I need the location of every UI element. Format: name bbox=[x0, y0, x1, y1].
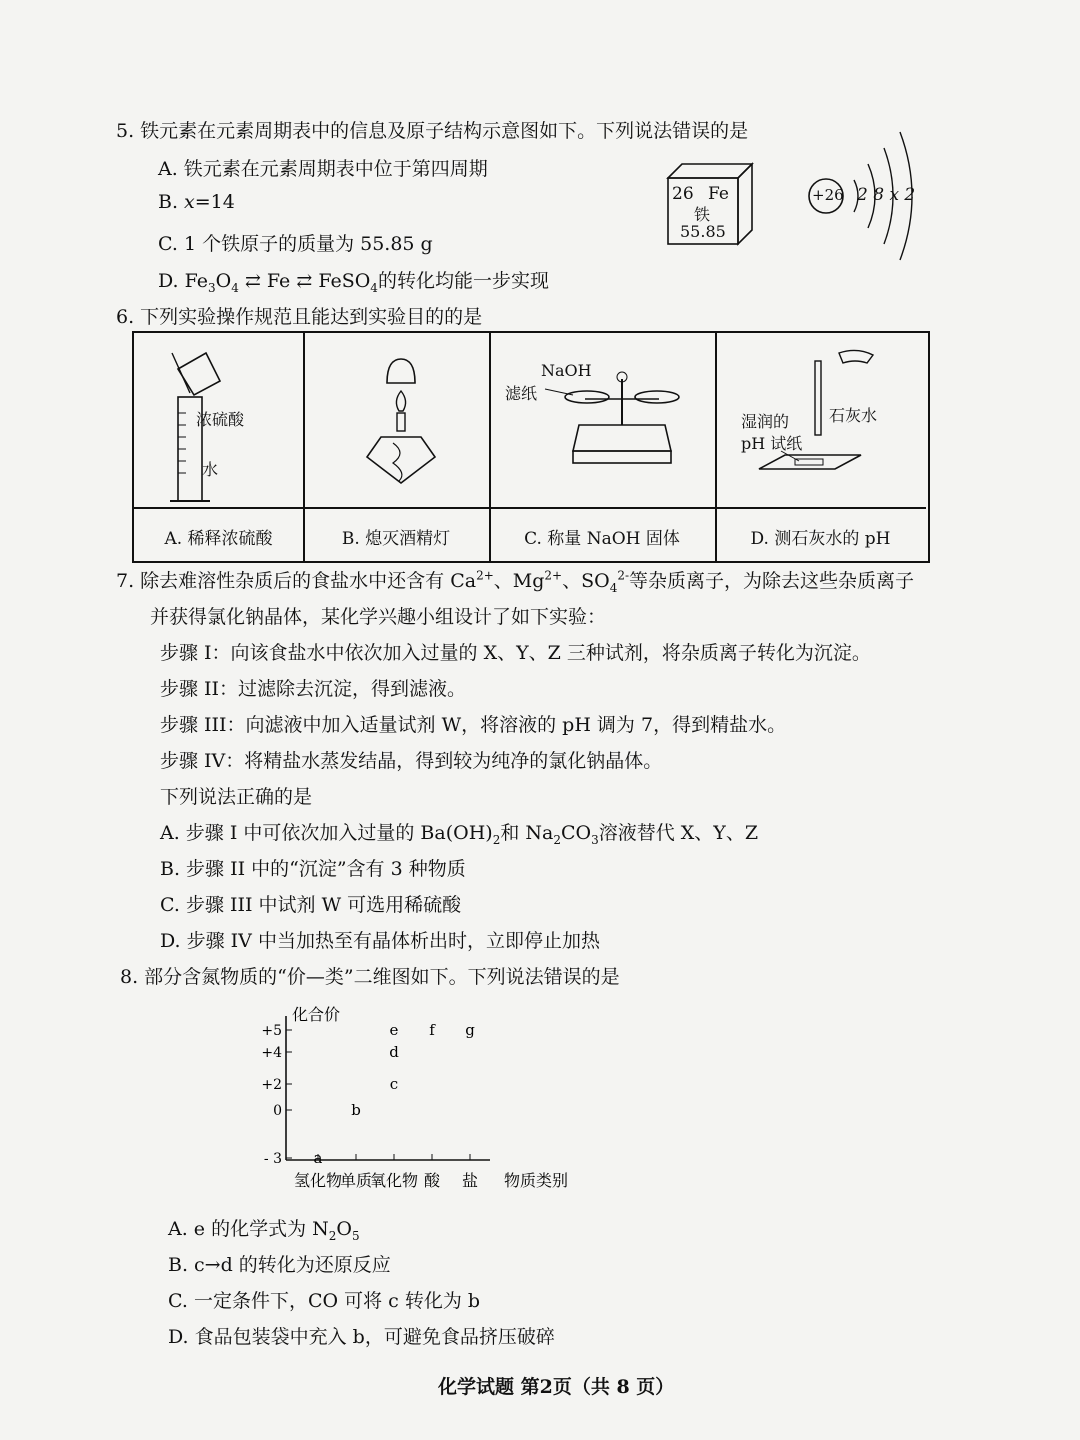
data-point-e: e bbox=[389, 1021, 399, 1039]
page-footer: 化学试题 第2页（共 8 页） bbox=[438, 1376, 675, 1398]
label-ph-paper: pH 试纸 bbox=[741, 434, 803, 453]
y-tick-label: - 3 bbox=[263, 1151, 282, 1167]
x-tick-label: 氢化物 bbox=[293, 1171, 343, 1190]
data-point-f: f bbox=[429, 1021, 435, 1039]
q8-stem: 8. 部分含氮物质的“价—类”二维图如下。下列说法错误的是 bbox=[120, 966, 620, 988]
q7-step-3: 步骤 III：向滤液中加入适量试剂 W，将溶液的 pH 调为 7，得到精盐水。 bbox=[160, 714, 787, 736]
q6-caption-a: A. 稀释浓硫酸 bbox=[134, 507, 305, 563]
y-axis-label: 化合价 bbox=[292, 1005, 341, 1024]
q7-step-2: 步骤 II：过滤除去沉淀，得到滤液。 bbox=[160, 678, 467, 700]
atom-nucleus: +26 bbox=[812, 186, 844, 204]
valence-class-chart bbox=[250, 1000, 590, 1200]
q5-option-c: C. 1 个铁原子的质量为 55.85 g bbox=[158, 233, 433, 255]
label-naoh: NaOH bbox=[541, 361, 592, 380]
q7-ask: 下列说法正确的是 bbox=[160, 786, 313, 808]
q6-stem: 6. 下列实验操作规范且能达到实验目的的是 bbox=[116, 306, 483, 328]
q6-caption-c: C. 称量 NaOH 固体 bbox=[489, 507, 717, 563]
q5-stem: 5. 铁元素在元素周期表中的信息及原子结构示意图如下。下列说法错误的是 bbox=[116, 120, 749, 142]
alcohol-lamp-icon bbox=[303, 333, 489, 507]
q6-option-table bbox=[132, 331, 930, 563]
data-point-d: d bbox=[389, 1043, 399, 1061]
label-limewater: 石灰水 bbox=[829, 406, 878, 425]
q8-option-b: B. c→d 的转化为还原反应 bbox=[168, 1254, 391, 1276]
q6-caption-d: D. 测石灰水的 pH bbox=[715, 507, 926, 563]
q6-cell-c bbox=[489, 333, 717, 507]
q7-option-d: D. 步骤 IV 中当加热至有晶体析出时，立即停止加热 bbox=[160, 930, 600, 952]
y-tick-label: +2 bbox=[261, 1077, 282, 1093]
q7-option-a: A. 步骤 I 中可依次加入过量的 $Ba(OH)_2$和 $Na_2CO_3$溶液替代 X、Y、Z bbox=[160, 822, 759, 847]
q7-option-c: C. 步骤 III 中试剂 W 可选用稀硫酸 bbox=[160, 894, 462, 916]
data-point-c: c bbox=[389, 1075, 399, 1093]
q8-option-a: A. e 的化学式为 $N_2O_5$ bbox=[168, 1218, 360, 1243]
atom-shells: 2 8 x 2 bbox=[857, 185, 916, 205]
data-point-b: b bbox=[351, 1101, 361, 1119]
x-tick-label: 盐 bbox=[461, 1171, 479, 1190]
q8-option-d: D. 食品包装袋中充入 b，可避免食品挤压破碎 bbox=[168, 1326, 555, 1348]
element-name: 铁 bbox=[694, 205, 711, 224]
q7-step-1: 步骤 I：向该食盐水中依次加入过量的 X、Y、Z 三种试剂，将杂质离子转化为沉淀。 bbox=[160, 642, 871, 664]
x-axis-label: 物质类别 bbox=[503, 1171, 569, 1190]
x-tick-label: 氧化物 bbox=[369, 1171, 419, 1190]
x-tick-label: 单质 bbox=[339, 1171, 373, 1190]
y-tick-label: +4 bbox=[261, 1045, 282, 1061]
y-tick-label: +5 bbox=[261, 1023, 282, 1039]
element-number: 26 bbox=[672, 184, 694, 204]
q6-cell-b bbox=[303, 333, 491, 507]
label-filter-paper: 滤纸 bbox=[505, 384, 538, 403]
q5-option-a: A. 铁元素在元素周期表中位于第四周期 bbox=[158, 158, 488, 180]
x-tick-label: 酸 bbox=[423, 1171, 441, 1190]
q8-option-c: C. 一定条件下，CO 可将 c 转化为 b bbox=[168, 1290, 481, 1312]
y-tick-label: 0 bbox=[273, 1103, 282, 1119]
data-point-g: g bbox=[465, 1021, 475, 1039]
label-conc-sulfuric: 浓硫酸 bbox=[196, 410, 245, 429]
balance-scale-icon bbox=[489, 333, 715, 507]
label-water: 水 bbox=[202, 460, 219, 479]
q6-cell-d bbox=[715, 333, 926, 507]
data-point-a: a bbox=[313, 1149, 323, 1167]
label-moist: 湿润的 bbox=[741, 412, 790, 431]
q7-option-b: B. 步骤 II 中的“沉淀”含有 3 种物质 bbox=[160, 858, 466, 880]
q7-stem-line1: 7. 除去难溶性杂质后的食盐水中还含有 $Ca^{2+}$、$Mg^{2+}$、$SO_4^{2-}$等杂质离子，为除去这些杂质离子 bbox=[116, 568, 915, 595]
element-symbol: Fe bbox=[708, 184, 729, 204]
q7-step-4: 步骤 IV：将精盐水蒸发结晶，得到较为纯净的氯化钠晶体。 bbox=[160, 750, 663, 772]
q6-cell-a bbox=[134, 333, 305, 507]
q5-option-b: B. x=14 bbox=[158, 191, 235, 213]
q5-option-d: D. $Fe_3O_4$ ⇄ Fe ⇄ FeSO$_4$的转化均能一步实现 bbox=[158, 270, 549, 295]
element-mass: 55.85 bbox=[680, 222, 726, 241]
q7-stem-line2: 并获得氯化钠晶体，某化学兴趣小组设计了如下实验： bbox=[150, 606, 607, 628]
q6-caption-b: B. 熄灭酒精灯 bbox=[303, 507, 491, 563]
